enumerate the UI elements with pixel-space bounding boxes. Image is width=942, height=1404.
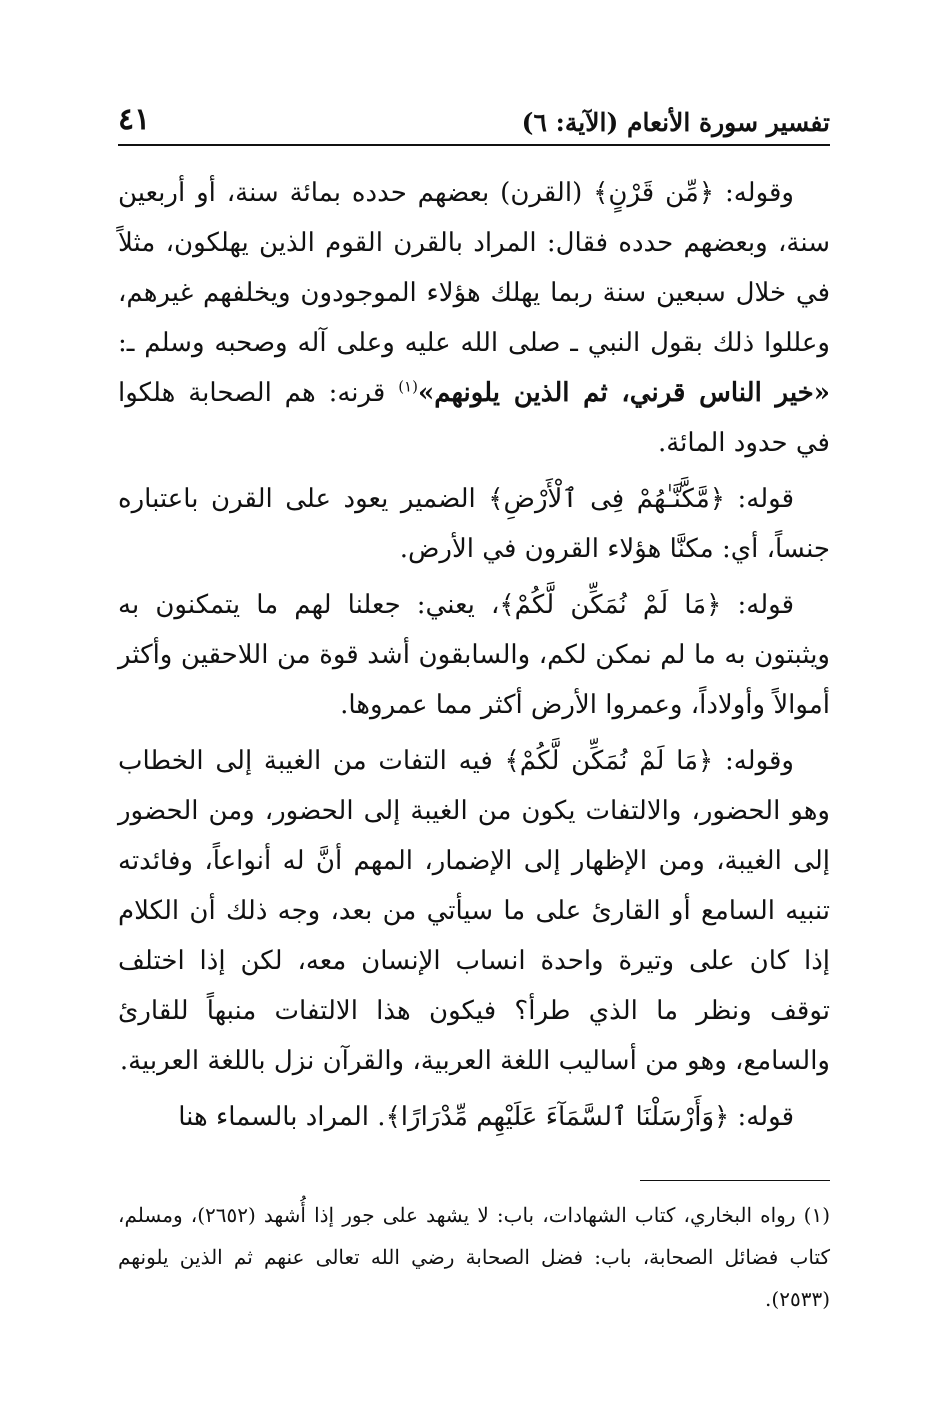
- paragraph-iltifat: [118, 736, 830, 1086]
- paragraph-ma-lam-numakkin: [118, 580, 830, 730]
- quran-quote: ﴿مَّكَّنَّـٰهُمْ فِى ٱلْأَرْضِ﴾: [488, 484, 725, 514]
- paragraph-lead: قوله:: [729, 1102, 794, 1132]
- paragraph-text: (القرن) بعضهم حدده بمائة سنة، أو أربعين سنة، وبعضهم حدده فقال: المراد بالقرن القوم الذين يهلكون، مثلاً في خلال سبعين سنة ربما يهلك هؤلاء الموجودون ويخلفهم غيرهم، وعللوا ذلك بقول النبي ـ صلى الله عليه وعلى آله وصحبه وسلم ـ:: [118, 178, 830, 358]
- paragraph-text: الضمير يعود على القرن باعتباره جنساً، أي: مكنَّا هؤلاء القرون في الأرض.: [118, 484, 830, 564]
- paragraph-text: فيه التفات من الغيبة إلى الخطاب وهو الحضور، والالتفات يكون من الغيبة إلى الحضور، ومن الحضور إلى الغيبة، ومن الإظهار إلى الإضمار، المهم أنَّ له أنواعاً، وفائدته تنبيه السامع أو القارئ على ما سيأتي من بعد، وجه ذلك أن الكلام إذا كان على وتيرة واحدة انساب الإنسان معه، لكن إذا اختلف توقف ونظر ما الذي طرأ؟ فيكون هذا الالتفات منبهاً للقارئ والسامع، وهو من أساليب اللغة العربية، والقرآن نزل باللغة العربية.: [118, 746, 830, 1076]
- footnote-rule: [640, 1180, 830, 1181]
- page-header: [118, 78, 830, 138]
- paragraph-makkannahum: [118, 474, 830, 574]
- running-title: تفسير سورة الأنعام (الآية: ٦): [521, 108, 830, 137]
- paragraph-lead: قوله:: [725, 484, 794, 514]
- paragraph-text: ، يعني: جعلنا لهم ما يتمكنون به ويثبتون به ما لم نمكن لكم، والسابقون أشد قوة من اللاحقين وأكثر أموالاً وأولاداً، وعمروا الأرض أكثر مما عمروها.: [118, 590, 830, 720]
- footnote-1: (١) رواه البخاري، كتاب الشهادات، باب: لا يشهد على جور إذا أُشهد (٢٦٥٢)، ومسلم، كتاب فضائل الصحابة، باب: فضل الصحابة رضي الله تعالى عنهم ثم الذين يلونهم (٢٥٣٣).: [118, 1203, 830, 1311]
- quran-quote: ﴿مِّن قَرْنٍ﴾: [593, 178, 715, 208]
- body-text: [118, 168, 830, 1148]
- quran-quote: ﴿مَا لَمْ نُمَكِّن لَّكُمْ﴾: [504, 746, 714, 776]
- paragraph-qarn: [118, 168, 830, 468]
- paragraph-text: . المراد بالسماء هنا: [178, 1102, 386, 1132]
- footnotes: [118, 1194, 830, 1320]
- hadith-quote: «خير الناس قرني، ثم الذين يلونهم»: [417, 378, 830, 408]
- quran-quote: ﴿مَا لَمْ نُمَكِّن لَّكُمْ﴾: [499, 590, 722, 620]
- paragraph-lead: وقوله:: [713, 746, 794, 776]
- paragraph-tail: قرنه: هم الصحابة هلكوا في حدود المائة.: [118, 378, 830, 458]
- page-number: ٤١: [118, 102, 151, 137]
- quran-quote: ﴿وَأَرْسَلْنَا ٱلسَّمَآءَ عَلَيْهِم مِّدْرَارًا﴾: [385, 1102, 730, 1132]
- paragraph-lead: وقوله:: [714, 178, 794, 208]
- header-rule: [118, 144, 830, 146]
- paragraph-arsalna: [118, 1092, 830, 1142]
- paragraph-lead: قوله:: [721, 590, 795, 620]
- footnote-ref: (١): [398, 377, 418, 396]
